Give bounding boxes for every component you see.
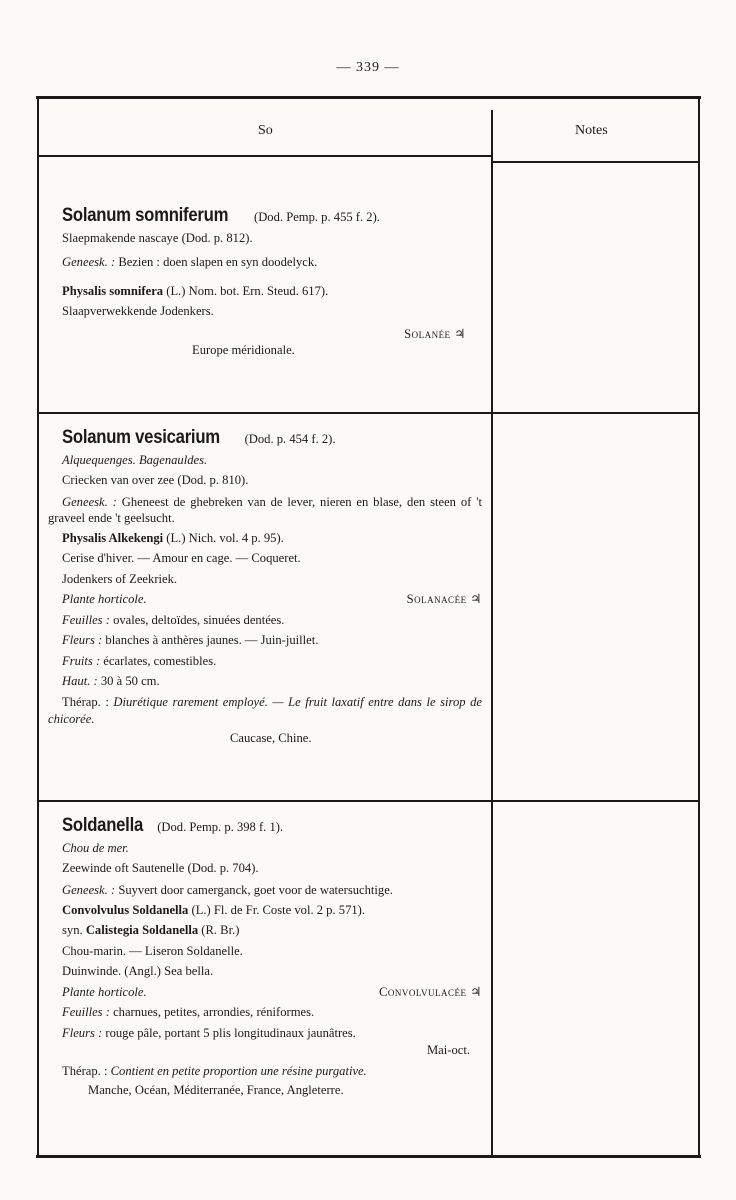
entry-reference: (Dod. p. 454 f. 2). [244,432,336,446]
entry-solanum-vesicarium [48,427,482,748]
page-number: — 339 — [336,60,400,75]
therap-label: Thérap. : [62,694,109,709]
feuilles-text: charnues, petites, arrondies, réniformes. [113,1005,315,1019]
other-names: Duinwinde. (Angl.) Sea bella. [62,964,214,978]
fleurs-label: Fleurs : [62,1025,103,1040]
common-name: Slaapverwekkende Jodenkers. [62,304,214,318]
entry-reference: (Dod. Pemp. p. 455 f. 2). [254,210,380,224]
synonym-name-2: Calistegia Soldanella [85,923,199,937]
fleurs-text: blanches à anthères jaunes. — Juin-juillet. [105,633,319,647]
chou-de-mer: Chou de mer. [62,840,129,855]
distribution: Caucase, Chine. [230,730,312,745]
feuilles-label: Feuilles : [62,612,110,627]
haut-label: Haut. : [62,674,98,688]
vernacular-name: Criecken van over zee (Dod. p. 810). [62,473,249,487]
geneesk-label: Geneesk. : [62,255,116,269]
family-label: Convolvulacée ♃ [378,984,482,999]
column-header-notes: Notes [575,123,608,138]
geneesk-text: Bezien : doen slapen en syn doodelyck. [118,255,318,269]
synonym-reference: (L.) Fl. de Fr. Coste vol. 2 p. 571). [191,902,366,917]
geneesk-text: Suyvert door camerganck, goet voor de watersuchtige. [118,882,393,897]
synonym-name: Convolvulus Soldanella [62,902,189,917]
entry-title: Solanum somniferum [62,205,229,226]
fleurs-text: rouge pâle, portant 5 plis longitudinaux jaunâtres. [105,1025,356,1040]
header-rule-main [39,155,491,157]
table-left-rule [37,98,39,1156]
column-header-main: So [258,123,273,138]
fruits-text: écarlates, comestibles. [103,653,217,668]
geneesk-text: Gheneest de ghebreken van de lever, nieren en blase, den steen of 't graveel ende 't geelsucht. [48,494,482,525]
haut-text: 30 à 50 cm. [100,674,160,688]
plante-label: Plante horticole. [62,592,147,606]
column-divider [491,110,493,1156]
geneesk-label: Geneesk. : [62,882,116,897]
plante-label: Plante horticole. [62,984,147,999]
geneesk-label: Geneesk. : [62,494,117,509]
dutch-names: Jodenkers of Zeekriek. [62,571,178,586]
fleurs-label: Fleurs : [62,633,103,647]
vernacular-name: Slaepmakende nascaye (Dod. p. 812). [62,230,253,245]
synonym-name: Physalis Alkekengi [62,530,164,545]
old-names: Alquequenges. Bagenauldes. [62,452,208,467]
distribution: Europe méridionale. [192,343,295,357]
synonym-name: Physalis somnifera [62,283,164,298]
entry-reference: (Dod. Pemp. p. 398 f. 1). [157,820,284,834]
french-names: Cerise d'hiver. — Amour en cage. — Coqueret. [62,551,301,565]
synonym-reference: (L.) Nich. vol. 4 p. 95). [166,530,284,545]
therap-text: Contient en petite proportion une résine purgative. [110,1063,367,1078]
distribution: Manche, Océan, Méditerranée, France, Angleterre. [88,1082,344,1097]
table-right-rule [698,98,700,1156]
feuilles-text: ovales, deltoïdes, sinuées dentées. [113,612,285,627]
table-top-rule [36,96,701,99]
flowering-period: Mai-oct. [426,1043,470,1057]
vernacular-name: Zeewinde oft Sautenelle (Dod. p. 704). [62,861,259,875]
family-label: Solanacée ♃ [406,592,482,606]
fruits-label: Fruits : [62,653,101,668]
french-names: Chou-marin. — Liseron Soldanelle. [62,943,243,958]
syn-label: syn. [62,923,83,937]
row-divider-1 [39,412,698,414]
synonym-reference: (L.) Nom. bot. Ern. Steud. 617). [166,283,329,298]
header-rule-notes [493,161,698,163]
entry-solanum-somniferum [62,206,482,361]
entry-title: Solanum vesicarium [62,427,220,448]
synonym-reference-2: (R. Br.) [201,923,240,937]
table-bottom-rule [36,1155,701,1158]
therap-text: Diurétique rarement employé. — Le fruit laxatif entre dans le sirop de chicorée. [48,694,482,726]
entry-title: Soldanella [62,815,143,836]
family-label: Solanée ♃ [404,326,466,341]
row-divider-2 [39,800,698,802]
feuilles-label: Feuilles : [62,1005,110,1019]
therap-label: Thérap. : [62,1063,108,1078]
entry-soldanella [62,816,482,1100]
